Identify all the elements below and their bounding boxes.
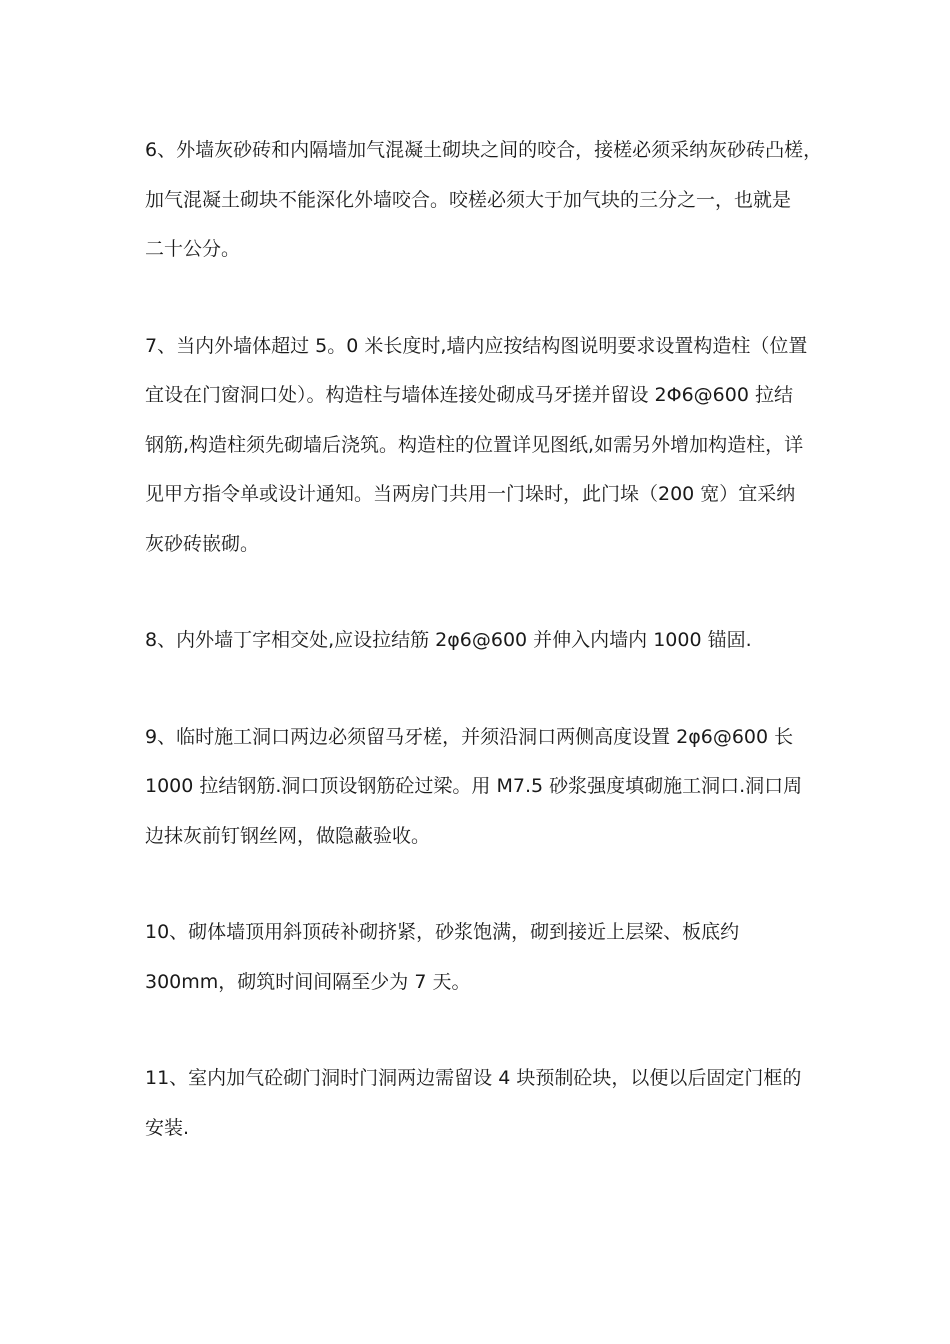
text-line: 宜设在门窗洞口处）。构造柱与墙体连接处砌成马牙搓并留设 2Φ6@600 拉结 <box>145 384 793 406</box>
text-line: 300mm，砌筑时间间隔至少为 7 天。 <box>145 970 471 993</box>
text-line: 1000 拉结钢筋.洞口顶设钢筋砼过梁。用 M7.5 砂浆强度填砌施工洞口.洞口周 <box>145 775 803 797</box>
text-line: 6、外墙灰砂砖和内隔墙加气混凝土砌块之间的咬合，接槎必须采纳灰砂砖凸槎， <box>145 139 823 161</box>
text-line: 11、室内加气砼砌门洞时门洞两边需留设 4 块预制砼块，以便以后固定门框的 <box>145 1067 802 1089</box>
text-line: 边抹灰前钉钢丝网，做隐蔽验收。 <box>145 824 431 847</box>
text-line: 7、当内外墙体超过 5。0 米长度时,墙内应按结构图说明要求设置构造柱（位置 <box>145 334 808 357</box>
text-line: 安装. <box>145 1116 190 1139</box>
text-line: 加气混凝土砌块不能深化外墙咬合。咬槎必须大于加气块的三分之一，也就是 <box>145 188 792 211</box>
paragraph-6 <box>145 126 835 275</box>
paragraph-11 <box>145 1054 835 1153</box>
text-line: 9、临时施工洞口两边必须留马牙槎，并须沿洞口两侧高度设置 2φ6@600 长 <box>145 725 794 748</box>
paragraph-7 <box>145 322 835 570</box>
text-line: 钢筋,构造柱须先砌墙后浇筑。构造柱的位置详见图纸,如需另外增加构造柱，详 <box>145 433 804 456</box>
document-body <box>145 126 835 1200</box>
text-line: 见甲方指令单或设计通知。当两房门共用一门垛时，此门垛（200 宽）宜采纳 <box>145 483 796 505</box>
paragraph-10 <box>145 908 835 1007</box>
text-line: 二十公分。 <box>145 238 241 260</box>
text-line: 10、砌体墙顶用斜顶砖补砌挤紧，砂浆饱满，砌到接近上层梁、板底约 <box>145 921 740 943</box>
text-line: 灰砂砖嵌砌。 <box>145 532 260 555</box>
text-line: 8、内外墙丁字相交处,应设拉结筋 2φ6@600 并伸入内墙内 1000 锚固. <box>145 629 752 651</box>
paragraph-9 <box>145 713 835 862</box>
paragraph-8 <box>145 616 835 666</box>
